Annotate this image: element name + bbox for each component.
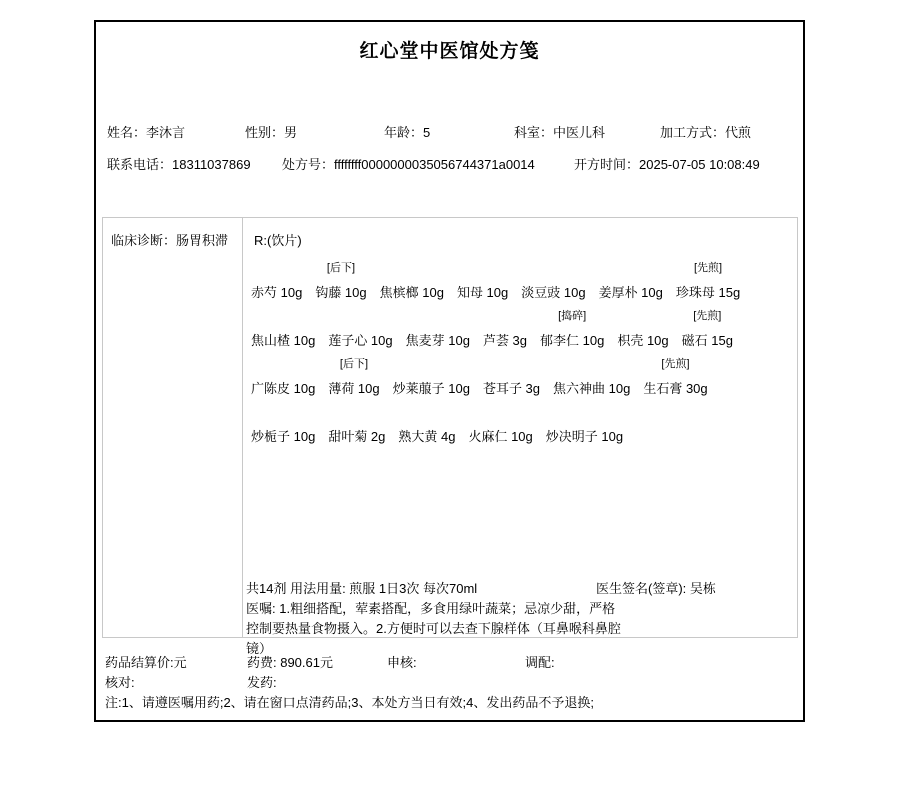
- medicine-item: [676, 258, 740, 306]
- decoction-note: [583, 402, 586, 423]
- medicine-name-dose: 焦六神曲 10g: [553, 381, 631, 396]
- medicine-name-dose: 炒栀子 10g: [251, 429, 316, 444]
- diagnosis-cell: [103, 218, 243, 637]
- medicine-item: [380, 258, 444, 306]
- patient-gender: 性别：男: [245, 125, 298, 140]
- medicine-item: [599, 258, 663, 306]
- decoction-note: [430, 354, 433, 375]
- medicine-name-dose: 枳壳 10g: [617, 333, 669, 348]
- medicine-item: [328, 354, 379, 402]
- medicine-name-dose: 焦麦芽 10g: [405, 333, 470, 348]
- page-title: 红心堂中医馆处方笺: [359, 41, 540, 62]
- medicine-name-dose: 熟大黄 4g: [398, 429, 456, 444]
- medicine-item: [251, 306, 315, 354]
- medicine-item: [398, 402, 455, 450]
- review-label: 申核:: [387, 655, 417, 670]
- medicine-cell: [244, 218, 798, 656]
- decoction-note: [先煎]: [693, 310, 722, 322]
- medicine-item: [315, 258, 366, 306]
- medicine-item: [540, 306, 604, 354]
- medicine-item: [521, 258, 585, 306]
- decoction-note: [425, 402, 428, 423]
- prescribe-time: 开方时间：2025-07-05 10:08:49: [574, 157, 760, 172]
- decoction-note: [后下]: [326, 262, 356, 274]
- decoction-note: [410, 258, 413, 279]
- medicine-name-dose: 生石膏 30g: [643, 381, 708, 396]
- medicine-name-dose: 珍珠母 15g: [675, 285, 741, 300]
- medicine-name-dose: 苍耳子 3g: [482, 381, 541, 396]
- medical-advice-line: 医嘱: 1.粗细搭配，荤素搭配，多食用绿叶蔬菜；忌凉少甜，严格: [246, 601, 616, 616]
- medicine-name-dose: 莲子心 10g: [328, 333, 393, 348]
- medicine-item: [643, 354, 707, 402]
- decoction-note: [503, 306, 506, 327]
- medicine-name-dose: 赤芍 10g: [251, 285, 303, 300]
- medicine-item: [468, 402, 532, 450]
- medicine-name-dose: 淡豆豉 10g: [521, 285, 586, 300]
- processing-method: 加工方式：代煎: [660, 125, 752, 140]
- medicine-name-dose: 薄荷 10g: [328, 381, 380, 396]
- medicine-item: [251, 402, 315, 450]
- medicine-rows: [244, 258, 798, 450]
- decoction-note: [436, 306, 439, 327]
- medicine-item: [457, 258, 508, 306]
- prescription-table: [102, 217, 798, 656]
- decoction-note: [359, 306, 362, 327]
- medicine-item: [328, 306, 392, 354]
- medicine-name-dose: 知母 10g: [456, 285, 509, 300]
- footer-note: 注:1、请遵医嘱用药;2、请在窗口点清药品;3、本处方当日有效;4、发出药品不予退换;: [105, 695, 594, 710]
- dispense-label: 发药:: [247, 675, 277, 690]
- medicine-name-dose: 广陈皮 10g: [251, 381, 316, 396]
- medicine-name-dose: 炒莱菔子 10g: [392, 381, 470, 396]
- dose-usage-summary: 共14剂 用法用量: 煎服 1日3次 每次70ml: [246, 581, 478, 596]
- decoction-note: [先煎]: [661, 358, 690, 370]
- medicine-row: [244, 258, 798, 306]
- decoction-note: [捣碎]: [558, 310, 587, 322]
- medicine-row: [244, 354, 798, 402]
- patient-phone: 联系电话：18311037869: [107, 157, 251, 172]
- medicine-item: [251, 354, 315, 402]
- decoction-note: [282, 354, 285, 375]
- medicine-item: [406, 306, 470, 354]
- decoction-note: [641, 306, 644, 327]
- settle-price-label: 药品结算价:元: [105, 655, 187, 670]
- decoction-note: [355, 402, 358, 423]
- decoction-note: [552, 258, 555, 279]
- medicine-row: [244, 402, 798, 450]
- medicine-item: [682, 306, 733, 354]
- decoction-note: [590, 354, 593, 375]
- medicine-name-dose: 钩藤 10g: [315, 285, 367, 300]
- doctor-signature: 医生签名(签章): 吴栋: [596, 581, 716, 596]
- rx-number: 处方号：ffffffff0000000035056744371a0014: [282, 157, 535, 172]
- check-label: 核对:: [105, 675, 135, 690]
- patient-age: 年龄：5: [384, 125, 431, 140]
- decoction-note: [499, 402, 502, 423]
- medicine-item: [546, 402, 623, 450]
- rx-header: R:(饮片): [254, 233, 302, 248]
- medicine-name-dose: 芦荟 3g: [482, 333, 528, 348]
- medicine-item: [483, 306, 527, 354]
- decoction-note: [481, 258, 484, 279]
- medicine-name-dose: 磁石 15g: [681, 333, 733, 348]
- medicine-row: [244, 306, 798, 354]
- decoction-note: [510, 354, 513, 375]
- medical-advice-line: 控制要热量食物摄入。2.方便时可以去查下腺样体（耳鼻喉科鼻腔: [246, 621, 621, 636]
- prescription-sheet: [94, 20, 805, 722]
- patient-department: 科室：中医儿科: [514, 125, 606, 140]
- medicine-name-dose: 郁李仁 10g: [540, 333, 605, 348]
- decoction-note: [629, 258, 632, 279]
- decoction-note: [282, 306, 285, 327]
- decoction-note: [后下]: [339, 358, 369, 370]
- medicine-item: [251, 258, 302, 306]
- medicine-name-dose: 焦山楂 10g: [251, 333, 316, 348]
- clinical-diagnosis: 临床诊断：肠胃积滞: [111, 233, 229, 248]
- medicine-item: [483, 354, 540, 402]
- medicine-name-dose: 火麻仁 10g: [468, 429, 533, 444]
- medicine-item: [393, 354, 470, 402]
- medicine-name-dose: 焦槟榔 10g: [379, 285, 444, 300]
- usage-row: [244, 578, 798, 598]
- decoction-note: [先煎]: [693, 262, 723, 274]
- medicine-item: [617, 306, 668, 354]
- patient-name: 姓名：李沐言: [107, 125, 186, 140]
- decoction-note: [275, 258, 278, 279]
- decoction-note: [282, 402, 285, 423]
- medicine-name-dose: 姜厚朴 10g: [598, 285, 663, 300]
- medicine-fee: 药费: 890.61元: [247, 655, 333, 670]
- medicine-name-dose: 甜叶菊 2g: [328, 429, 386, 444]
- medicine-name-dose: 炒决明子 10g: [545, 429, 624, 444]
- medicine-item: [328, 402, 385, 450]
- prepare-label: 调配:: [525, 655, 555, 670]
- medical-advice-line: 镜）: [246, 641, 273, 656]
- medicine-item: [553, 354, 630, 402]
